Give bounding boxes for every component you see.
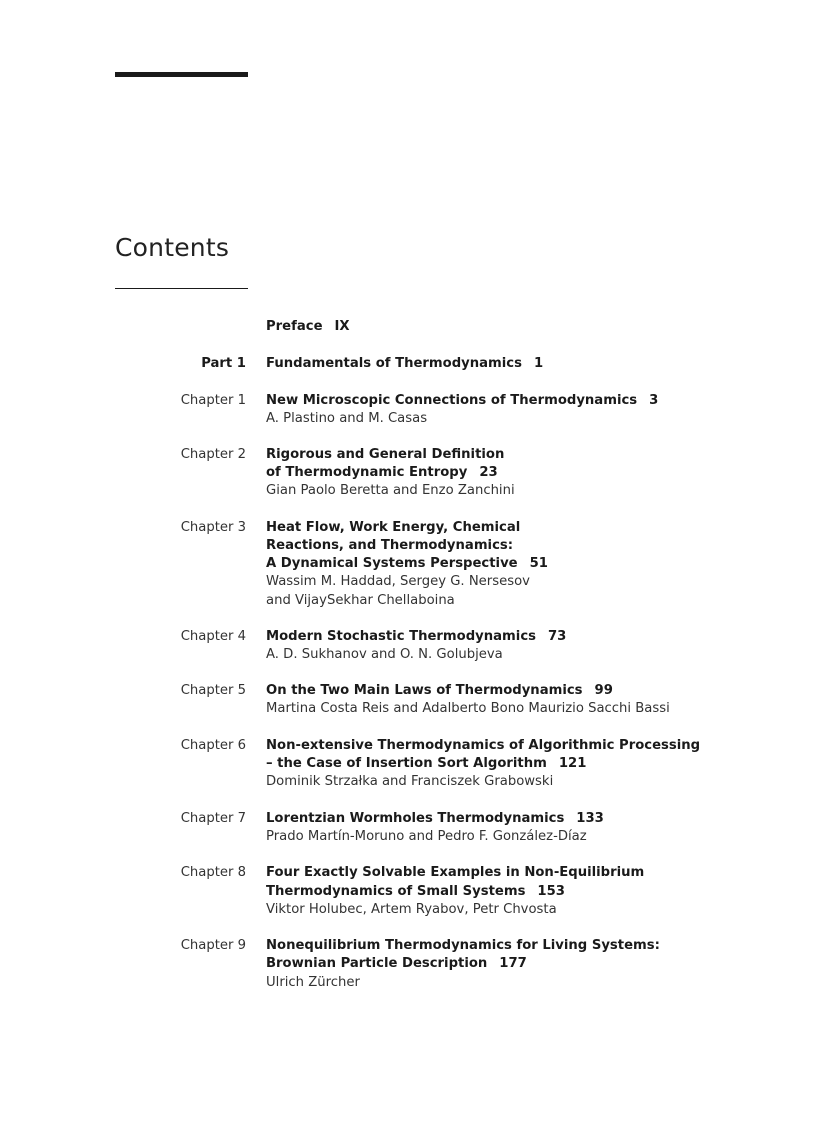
page-number[interactable]: 73: [547, 629, 567, 645]
chapter-label: Chapter 9: [180, 938, 246, 954]
page-number[interactable]: 99: [594, 683, 613, 699]
entry-title-line: [266, 955, 746, 973]
entry-authors: Martina Costa Reis and Adalberto Bono Maurizio Sacchi Bassi: [266, 701, 670, 717]
entry-body: [266, 810, 746, 847]
entry-body: [266, 446, 746, 501]
entry-authors: Viktor Holubec, Artem Ryabov, Petr Chvosta: [266, 901, 557, 917]
entry-title-line: [266, 755, 746, 773]
chapter-label: Chapter 2: [180, 446, 246, 462]
toc-entry[interactable]: [0, 682, 816, 719]
entry-title-line: [266, 737, 746, 755]
entry-title[interactable]: Lorentzian Wormholes Thermodynamics: [266, 810, 565, 826]
entry-title-line: [266, 355, 746, 373]
chapter-label: Chapter 4: [180, 629, 246, 645]
entry-title[interactable]: Brownian Particle Description: [266, 956, 488, 972]
entry-authors: Ulrich Zürcher: [266, 974, 360, 990]
chapter-label: Chapter 1: [180, 392, 246, 408]
entry-title-line: [266, 446, 746, 464]
page-number[interactable]: 3: [649, 392, 659, 408]
entry-authors: and VijaySekhar Chellaboina: [266, 592, 455, 608]
toc-entry[interactable]: [0, 737, 816, 792]
toc-entry[interactable]: [0, 318, 816, 336]
toc-entry[interactable]: [0, 628, 816, 665]
page-number[interactable]: 121: [558, 756, 587, 772]
entry-title[interactable]: Rigorous and General Definition: [266, 446, 505, 462]
toc-entry[interactable]: [0, 392, 816, 429]
entry-title[interactable]: Reactions, and Thermodynamics:: [266, 537, 514, 553]
page-number[interactable]: IX: [334, 319, 350, 334]
chapter-label: Chapter 7: [180, 810, 246, 826]
entry-title[interactable]: A Dynamical Systems Perspective: [266, 556, 518, 572]
toc-entry[interactable]: [0, 519, 816, 610]
entry-title[interactable]: Nonequilibrium Thermodynamics for Living Systems:: [266, 938, 660, 954]
entry-body: [266, 937, 746, 992]
chapter-label: Chapter 8: [180, 865, 246, 881]
toc-entry[interactable]: [0, 864, 816, 919]
entry-authors: A. D. Sukhanov and O. N. Golubjeva: [266, 647, 503, 663]
entry-title[interactable]: Fundamentals of Thermodynamics: [266, 355, 522, 371]
page-number[interactable]: 133: [576, 810, 604, 826]
entry-title-line: [266, 810, 746, 828]
entry-title-line: [266, 883, 746, 901]
entry-title-line: [266, 937, 746, 955]
entry-title-line: [266, 464, 746, 482]
entry-body: [266, 519, 746, 610]
entry-authors: Wassim M. Haddad, Sergey G. Nersesov: [266, 574, 530, 590]
toc-entry[interactable]: [0, 937, 816, 992]
entry-body: [266, 628, 746, 665]
entry-title-line: [266, 628, 746, 646]
entry-body: [266, 864, 746, 919]
entry-authors: A. Plastino and M. Casas: [266, 410, 428, 426]
entry-title[interactable]: New Microscopic Connections of Thermodynamics: [266, 392, 638, 408]
entry-title-line: [266, 392, 746, 410]
entry-title-line: [266, 864, 746, 882]
entry-title[interactable]: – the Case of Insertion Sort Algorithm: [266, 756, 547, 772]
entry-title-line: [266, 537, 746, 555]
part-label: Part 1: [201, 355, 246, 371]
title-underline-rule: [115, 288, 248, 289]
chapter-label: Chapter 6: [180, 737, 246, 753]
page-number[interactable]: 51: [529, 556, 548, 572]
toc-entry[interactable]: [0, 355, 816, 373]
entry-body: [266, 682, 746, 719]
page-number[interactable]: 153: [537, 883, 565, 899]
entry-title[interactable]: Modern Stochastic Thermodynamics: [266, 629, 536, 645]
top-decorative-rule: [115, 72, 248, 77]
entry-authors: Gian Paolo Beretta and Enzo Zanchini: [266, 483, 515, 499]
entry-title[interactable]: Four Exactly Solvable Examples in Non-Equilibrium: [266, 865, 645, 881]
entry-title-line: [266, 555, 746, 573]
toc-entry[interactable]: [0, 810, 816, 847]
entry-title[interactable]: Thermodynamics of Small Systems: [266, 883, 526, 899]
toc-entry[interactable]: [0, 446, 816, 501]
entry-title-line: [266, 519, 746, 537]
page-number[interactable]: 23: [479, 464, 498, 480]
entry-title-line: [266, 318, 746, 336]
entry-authors: Prado Martín-Moruno and Pedro F. González-Díaz: [266, 828, 587, 844]
entry-title-line: [266, 682, 746, 700]
table-of-contents: [0, 318, 816, 992]
entry-title[interactable]: Heat Flow, Work Energy, Chemical: [266, 519, 521, 535]
entry-body: [266, 392, 746, 429]
page-number[interactable]: 1: [533, 355, 544, 371]
entry-body: [266, 737, 746, 792]
entry-authors: Dominik Strzałka and Franciszek Grabowski: [266, 774, 554, 790]
entry-body: [266, 318, 746, 336]
entry-body: [266, 355, 746, 373]
chapter-label: Chapter 5: [180, 683, 246, 699]
page-title: Contents: [115, 233, 230, 262]
entry-title[interactable]: of Thermodynamic Entropy: [266, 464, 468, 480]
entry-title[interactable]: Preface: [266, 319, 323, 334]
page-number[interactable]: 177: [499, 956, 527, 972]
chapter-label: Chapter 3: [180, 519, 246, 535]
entry-title[interactable]: Non-extensive Thermodynamics of Algorithmic Processing: [266, 737, 701, 753]
entry-title[interactable]: On the Two Main Laws of Thermodynamics: [266, 683, 583, 699]
